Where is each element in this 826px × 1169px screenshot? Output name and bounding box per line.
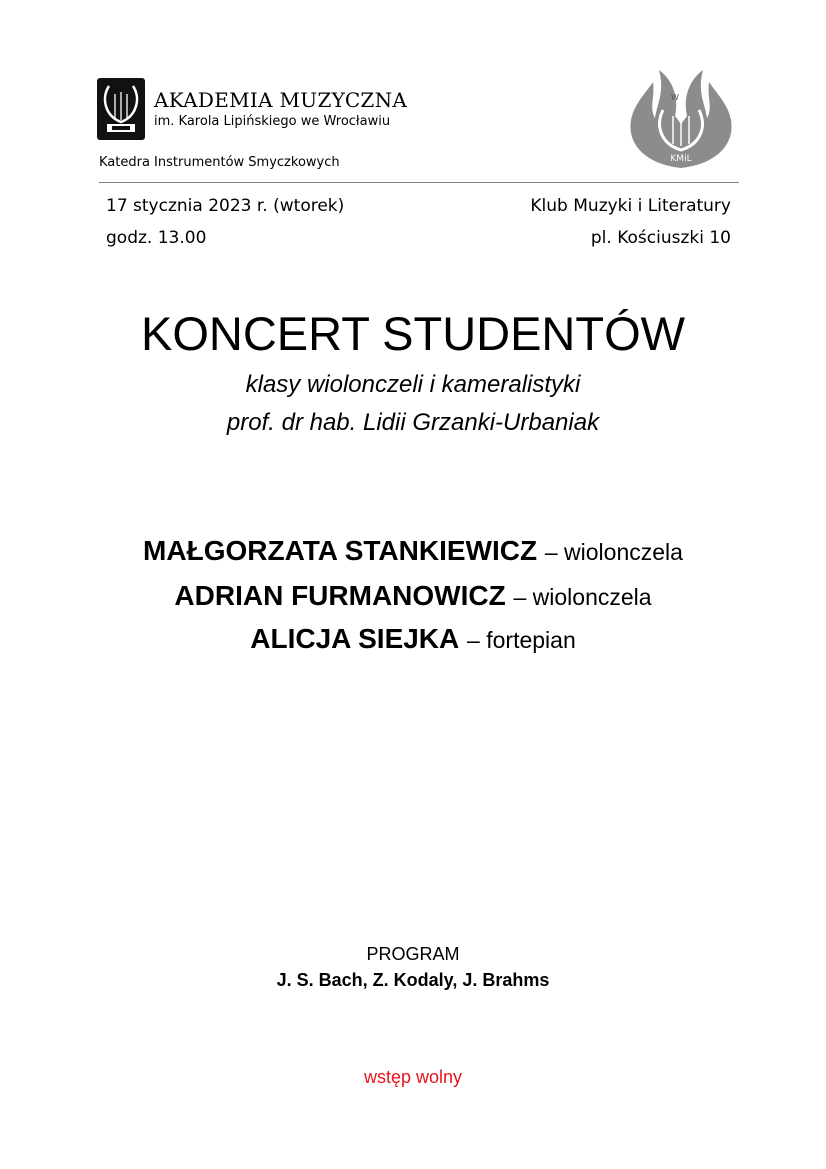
performer-instrument: – wiolonczela (544, 539, 683, 565)
program-label: PROGRAM (366, 944, 460, 964)
concert-title: KONCERT STUDENTÓW (140, 307, 685, 360)
academy-subtitle: im. Karola Lipińskiego we Wrocławiu (154, 114, 391, 129)
academy-name: AKADEMIA MUZYCZNA (154, 88, 408, 112)
event-date: 17 stycznia 2023 r. (wtorek) (106, 196, 345, 216)
kmil-logo-text: KMiL (670, 154, 692, 164)
event-address: pl. Kościuszki 10 (590, 228, 731, 248)
performer-line (0, 535, 826, 567)
concert-subtitle-professor: prof. dr hab. Lidii Grzanki-Urbaniak (226, 409, 600, 436)
free-entry-note: wstęp wolny (363, 1067, 463, 1087)
header-divider (99, 182, 739, 183)
performer-line (0, 580, 826, 612)
concert-subtitle-class: klasy wiolonczeli i kameralistyki (245, 371, 581, 398)
event-time: godz. 13.00 (106, 228, 207, 248)
program-composers: J. S. Bach, Z. Kodaly, J. Brahms (276, 970, 550, 990)
kmil-lyre-flame-logo-icon (625, 64, 737, 172)
performer-name: ADRIAN FURMANOWICZ (174, 580, 506, 611)
kmil-logo-mark: W (671, 93, 679, 102)
performer-instrument: – wiolonczela (513, 584, 652, 610)
department-name: Katedra Instrumentów Smyczkowych (99, 155, 340, 170)
performer-name: ALICJA SIEJKA (250, 623, 460, 654)
lyre-logo-icon (97, 78, 145, 140)
performer-name: MAŁGORZATA STANKIEWICZ (143, 535, 538, 566)
performer-line (0, 623, 826, 655)
performer-instrument: – fortepian (467, 627, 576, 653)
event-venue: Klub Muzyki i Literatury (530, 196, 731, 216)
